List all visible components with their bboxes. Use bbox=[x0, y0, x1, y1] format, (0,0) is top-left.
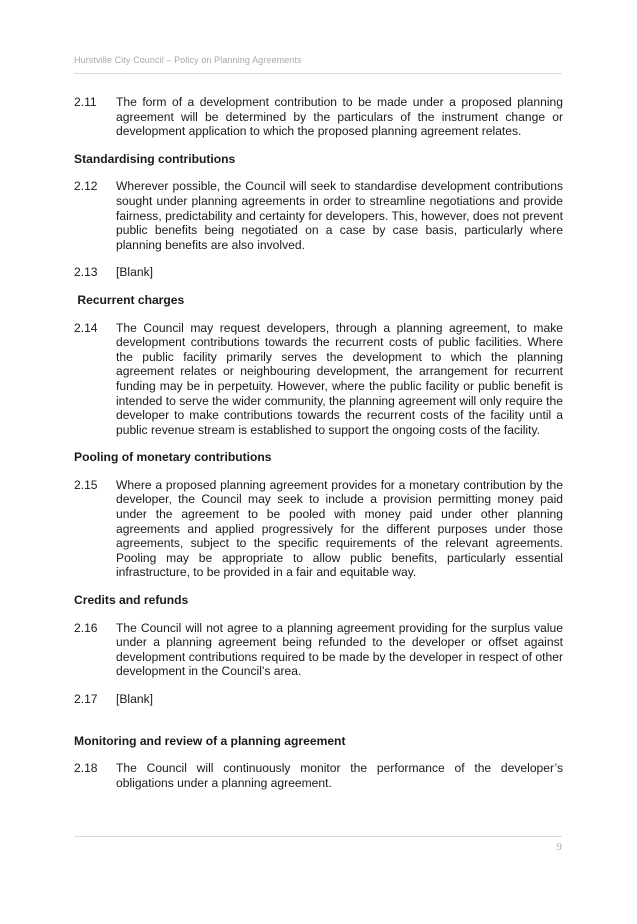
clause-number: 2.11 bbox=[74, 95, 97, 109]
clause-number: 2.13 bbox=[74, 265, 98, 280]
clause-text: [Blank] bbox=[116, 692, 153, 706]
page-number: 9 bbox=[556, 841, 562, 853]
clause-number: 2.18 bbox=[74, 761, 98, 776]
clause-number: 2.14 bbox=[74, 320, 98, 335]
clause-number: 2.12 bbox=[74, 179, 98, 194]
clause-2-17 bbox=[74, 692, 563, 707]
section-heading: Monitoring and review of a planning agreement bbox=[74, 733, 346, 748]
clause-text: Wherever possible, the Council will seek to standardise development contributions sought under planning agreements in order to streamline negotiations and provide fairness, predictability and certainty for developers. This, however, does not prevent public benefits being negotiated on a case by case basis, particularly where planning benefits are also involved. bbox=[116, 179, 563, 252]
clause-text: The form of a development contribution to be made under a proposed planning agreement will be determined by the particulars of the instrument change or development application to which the proposed planning agreement relates. bbox=[116, 95, 563, 139]
footer-divider bbox=[74, 836, 562, 837]
clause-2-18 bbox=[74, 761, 563, 790]
clause-text: The Council will continuously monitor the performance of the developer’s obligations under a planning agreement. bbox=[116, 761, 563, 790]
clause-2-16 bbox=[74, 621, 563, 679]
clause-2-11 bbox=[74, 95, 563, 139]
clause-text: The Council may request developers, through a planning agreement, to make development contributions towards the recurrent costs of public facilities. Where the public facility primarily serves the development to which the planning agreement relates or neighbouring development, the arrangement for recurrent funding may be in perpetuity. However, where the public facility or public benefit is intended to serve the wider community, the planning agreement will only require the developer to make contributions towards the recurrent costs of the facility until a public revenue stream is established to support the ongoing costs of the facility. bbox=[116, 320, 563, 437]
clause-number: 2.17 bbox=[74, 692, 98, 706]
header-divider bbox=[74, 73, 562, 74]
clause-2-13 bbox=[74, 265, 563, 280]
clause-text: [Blank] bbox=[116, 265, 153, 280]
section-heading: Pooling of monetary contributions bbox=[74, 450, 272, 465]
clause-number: 2.15 bbox=[74, 477, 98, 492]
clause-number: 2.16 bbox=[74, 620, 98, 635]
clause-2-14 bbox=[74, 321, 563, 438]
section-heading: Recurrent charges bbox=[74, 292, 185, 307]
clause-text: The Council will not agree to a planning agreement providing for the surplus value under a planning agreement being refunded to the developer or offset against development contributions required to be made by the developer in respect of other development in the Council’s area. bbox=[116, 620, 563, 679]
clause-2-12 bbox=[74, 179, 563, 252]
clause-2-15 bbox=[74, 478, 563, 580]
clause-text: Where a proposed planning agreement provides for a monetary contribution by the developer, the Council may seek to include a provision permitting money paid under the agreement to be pooled with money paid under other planning agreements and applied progressively for the different purposes under those agreements, subject to the specific requirements of the relevant agreements. Pooling may be appropriate to allow public benefits, particularly essential infrastructure, to be provided in a fair and equitable way. bbox=[116, 477, 563, 580]
section-heading: Standardising contributions bbox=[74, 151, 236, 166]
document-body bbox=[74, 95, 563, 790]
section-heading: Credits and refunds bbox=[74, 593, 189, 608]
running-header: Hurstville City Council – Policy on Planning Agreements bbox=[74, 55, 302, 65]
